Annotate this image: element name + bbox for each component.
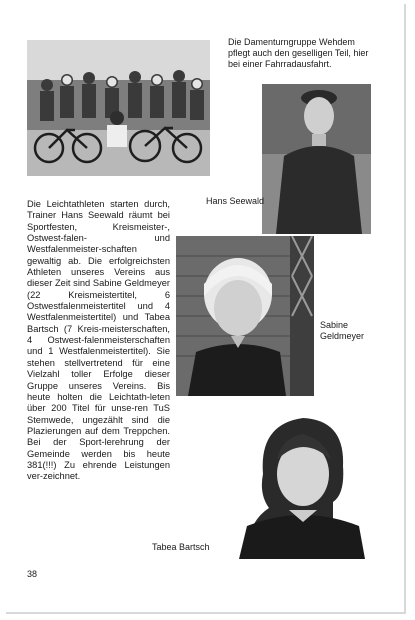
caption-sabine-geldmeyer: Sabine Geldmeyer [320, 320, 365, 341]
article-body-text: Die Leichtathleten starten durch, Trainer Hans Seewald räumt bei Sportfesten, Kreismeister-, Ostwest-falen- und Westfalenmeister-schaften gewaltig ab. Die erfolgreichsten Athleten unseres Vereins aus dieser Zeit sind Sabine Geldmeyer (22 Kreismeistertitel, 6 Ostwestfalenmeistertitel und 4 Westfalenmeistertitel) und Tabea Bartsch (7 Kreis-meisterschaften, 4 Ostwest-falenmeisterschaften und 1 Westfalenmeistertitel). Sie stehen stellvertretend für eine Vielzahl toller Erfolge dieser Gruppe unseres Vereins. Bis heute holten die Leichtath-leten über 200 Titel für unse-ren TuS Stemwede, ungezählt sind die Plazierungen auf dem Treppchen. Bei der Sport-lerehrung der Gemeinde werden bis heute 381(!!!) Zu ehrende Leistungen ver-zeichnet. [27, 199, 170, 482]
photo-hans-seewald [262, 84, 371, 234]
caption-tabea-bartsch: Tabea Bartsch [152, 542, 210, 552]
photo-sabine-geldmeyer [176, 236, 314, 396]
caption-group-photo: Die Damenturngruppe Wehdem pflegt auch den geselligen Teil, hier bei einer Fahrradausfahrt. [228, 37, 369, 69]
photo-women-gymnastics-group-bicycles [27, 40, 210, 176]
page-number: 38 [27, 569, 38, 579]
caption-hans-seewald: Hans Seewald [206, 196, 265, 206]
photo-tabea-bartsch [233, 404, 371, 559]
